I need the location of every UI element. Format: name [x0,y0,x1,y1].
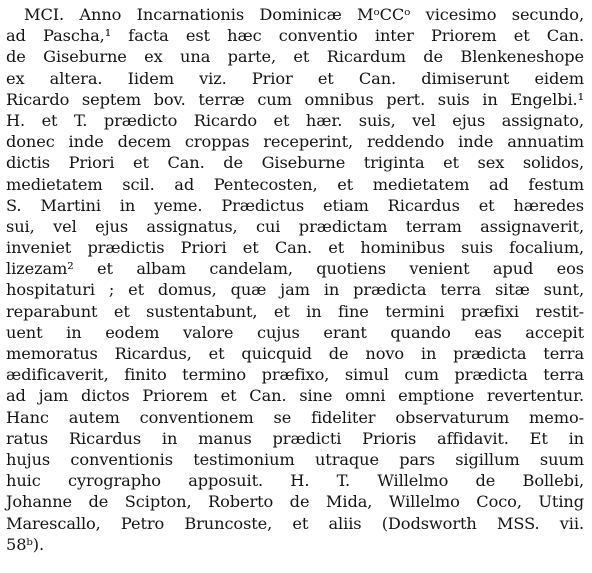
text-line: ratus Ricardus in manus prædicti Prioris affidavit. Et in [6,428,584,448]
text-line: lizezam² et albam candelam, quotiens venient apud eos [6,259,584,279]
text-line: ex altera. Iidem viz. Prior et Can. dimiserunt eidem [6,68,584,88]
text-line: S. Martini in yeme. Prædictus etiam Ricardus et hæredes [6,195,584,215]
text-line: uent in eodem valore cujus erant quando eas accepit [6,322,584,342]
text-line: inveniet prædictis Priori et Can. et hominibus suis focalium, [6,238,584,258]
text-line: H. et T. prædicto Ricardo et hær. suis, vel ejus assignato, [6,110,584,130]
text-line: donec inde decem croppas receperint, reddendo inde annuatim [6,132,584,152]
text-line: ad jam dictos Priorem et Can. sine omni emptione revertentur. [6,386,584,406]
text-line: huic cyrographo apposuit. H. T. Willelmo de Bollebi, [6,471,584,491]
text-line: 58ᵇ). [6,534,45,554]
charter-text [6,4,584,555]
text-line: hospitaturi ; et domus, quæ jam in prædicta terra sitæ sunt, [6,280,584,300]
text-line: Hanc autem conventionem se fideliter observaturum memo- [6,407,584,427]
text-line: MCI. Anno Incarnationis Dominicæ MᵒCCᵒ vicesimo secundo, [24,5,584,24]
text-line: medietatem scil. ad Pentecosten, et medietatem ad festum [6,174,584,194]
text-line: memoratus Ricardus, et quicquid de novo in prædicta terra [6,344,584,363]
text-line: dictis Priori et Can. de Giseburne triginta et sex solidos, [6,153,584,173]
text-line: Ricardo septem bov. terræ cum omnibus pert. suis in Engelbi.¹ [6,89,584,109]
text-line: hujus conventionis testimonium utraque pars sigillum suum [6,449,584,469]
text-line: Johanne de Scipton, Roberto de Mida, Willelmo Coco, Uting [6,492,584,512]
text-line: reparabunt et sustentabunt, et in fine termini præfixi restit- [6,301,584,321]
text-line: de Giseburne ex una parte, et Ricardum de Blenkeneshope [6,47,584,67]
text-line: ædificaverit, finito termino præfixo, simul cum prædicta terra [6,365,584,385]
text-line: Marescallo, Petro Bruncoste, et aliis (Dodsworth MSS. vii. [6,513,584,533]
text-line: sui, vel ejus assignatus, cui prædictam terram assignaverit, [6,216,584,236]
text-line: ad Pascha,¹ facta est hæc conventio inter Priorem et Can. [6,26,584,46]
